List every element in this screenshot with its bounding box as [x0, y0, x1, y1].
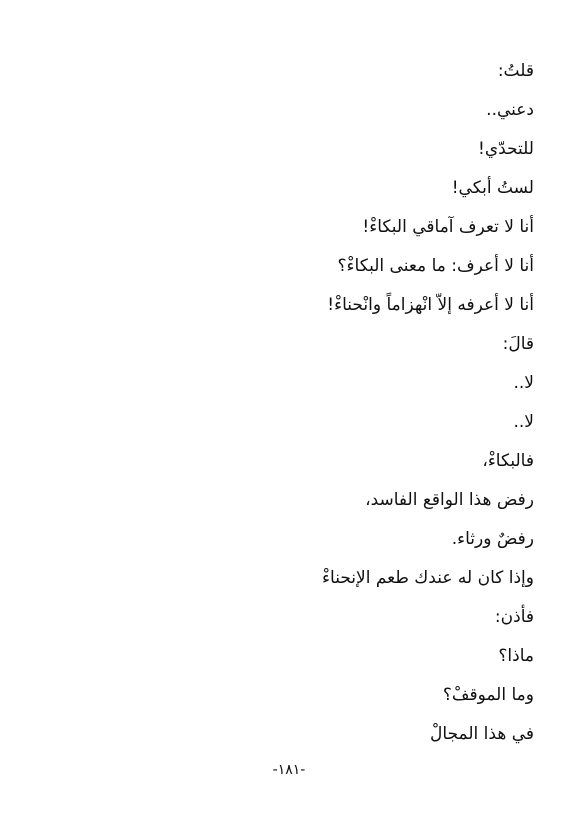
text-line: ماذا؟: [498, 646, 534, 666]
page-number: -١٨١-: [272, 762, 306, 778]
text-line: أنا لا أعرفه إلاّ انْهزاماً وانْحناءْ!: [327, 295, 534, 315]
text-line: قالَ:: [502, 334, 534, 354]
text-line: وإذا كان له عندك طعم الإنحناءْ: [322, 568, 534, 588]
text-line: قلتُ:: [497, 61, 534, 81]
text-line: رفضٌ ورثاء.: [451, 529, 534, 549]
text-line: وما الموقفْ؟: [442, 685, 534, 705]
text-line: فالبكاءْ،: [482, 451, 534, 471]
text-line: فأذن:: [494, 607, 534, 627]
text-line: رفض هذا الواقع الفاسد،: [365, 490, 534, 510]
text-line: دعني..: [486, 100, 534, 120]
text-line: أنا لا تعرف آماقي البكاءْ!: [362, 217, 534, 237]
text-line: لستُ أبكي!: [451, 178, 534, 198]
text-line: في هذا المجالْ: [430, 724, 534, 744]
poem-text: [54, 52, 534, 754]
text-line: لا..: [513, 373, 534, 393]
text-line: لا..: [513, 412, 534, 432]
text-line: أنا لا أعرف: ما معنى البكاءْ؟: [337, 256, 534, 276]
text-line: للتحدّي!: [478, 139, 534, 159]
